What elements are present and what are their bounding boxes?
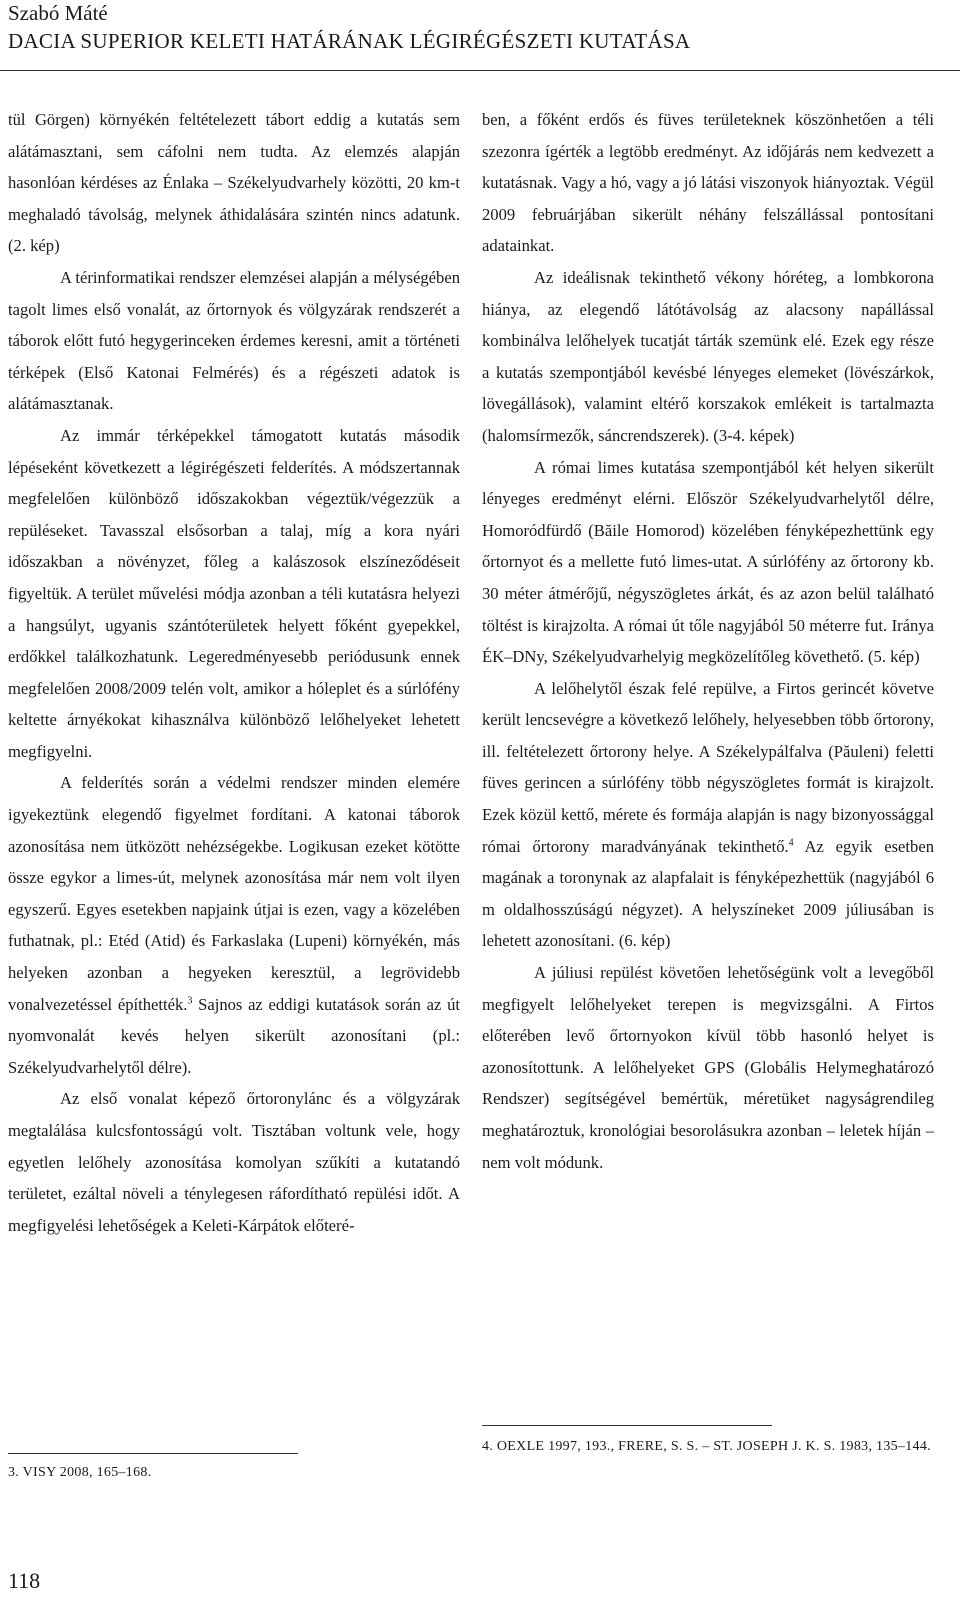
right-paragraph-4-text-a: A lelőhelytől észak felé repülve, a Firtos gerincét követve került lencsevégre a következő lelőhely, helyesebben több őrtorony, ill. feltételezett őrtorony helye. A Székelypálfalva (Păuleni) feletti füves gerincen a súrlófény több négyszögletes formát is kirajzolt. Ezek közül kettő, mérete és formája alapján is nagy bizonyossággal római őrtorony maradványának tekinthető.	[482, 678, 934, 856]
right-column	[482, 104, 934, 1178]
left-paragraph-4-text-b: Sajnos az eddigi kutatások során az út nyomvonalát kevés helyen sikerült azonosítani (pl.: Székelyudvarhelytől délre).	[8, 994, 460, 1077]
left-footnote: 3. VISY 2008, 165–168.	[8, 1465, 152, 1480]
left-paragraph-4-text-a: A felderítés során a védelmi rendszer minden elemére igyekeztünk elegendő figyelmet fordítani. A katonai táborok azonosítása nem ütközött nehézségekbe. Logikusan ezeket kötötte össze egykor a limes-út, melynek azonosítása már nem volt ilyen egyszerű. Egyes esetekben napjaink útjai is ezen, vagy a közelében futhatnak, pl.: Etéd (Atid) és Farkaslaka (Lupeni) környékén, más helyeken azonban a hegyeken keresztül, a legrövidebb vonalvezetéssel építhették.	[8, 773, 460, 1014]
header-author: Szabó Máté	[8, 1, 108, 25]
right-footnote: 4. OEXLE 1997, 193., FRERE, S. S. – ST. JOSEPH J. K. S. 1983, 135–144.	[482, 1439, 931, 1454]
header-title: DACIA SUPERIOR KELETI HATÁRÁNAK LÉGIRÉGÉSZETI KUTATÁSA	[8, 29, 691, 53]
right-paragraph-3: A római limes kutatása szempontjából két helyen sikerült lényeges eredményt elérni. Először Székelyudvarhelytől délre, Homoródfürdő (Băile Homorod) közelében fényképezhettünk egy őrtornyot és a mellette futó limes-utat. A súrlófény az őrtorony kb. 30 méter átmérőjű, négyszögletes árkát, és az azon belül található töltést is kirajzolta. A római út tőle nagyjából 50 méterre fut. Iránya ÉK–DNy, Székelyudvarhelyig megközelítőleg követhető. (5. kép)	[482, 457, 934, 667]
header-rule	[0, 70, 960, 71]
left-paragraph-3: Az immár térképekkel támogatott kutatás második lépéseként következett a légirégészeti felderítés. A módszertannak megfelelően különböző időszakokban végeztük/végezzük a repüléseket. Tavasszal elsősorban a talaj, míg a kora nyári időszakban a növényzet, főleg a kalászosok elszíneződéseit figyeltük. A terület művelési módja azonban a téli kutatásra helyezi a hangsúlyt, ugyanis szántóterületek helyett főként gyepekkel, erdőkkel találkozhatunk. Legeredményesebb periódusunk ennek megfelelően 2008/2009 telén volt, amikor a hóleplet és a súrlófény keltette árnyékokat kihasználva különböző lelőhelyeket lehetett megfigyelni.	[8, 425, 460, 761]
left-paragraph-1: tül Görgen) környékén feltételezett tábort eddig a kutatás sem alátámasztani, sem cáfolni nem tudta. Az elemzés alapján hasonlóan kérdéses az Énlaka – Székelyudvarhely közötti, 20 km-t meghaladó távolság, melynek áthidalására szintén nincs adatunk. (2. kép)	[8, 110, 460, 256]
left-paragraph-4	[8, 767, 460, 1083]
right-paragraph-4-text-b: Az egyik esetben magának a toronynak az alapfalait is fényképezhettük (nagyjából 6 m oldalhosszúságú négyzet). A helyszíneket 2009 júliusában is lehetett azonosítani. (6. kép)	[482, 836, 934, 951]
right-paragraph-2: Az ideálisnak tekinthető vékony hóréteg, a lombkorona hiánya, az elegendő látótávolság az alacsony napállással kombinálva lelőhelyek tucatját tárták szemünk elé. Ezek egy része a kutatás szempontjából kevésbé lényeges elemeket (lövészárkok, lövegállások), valamint eltérő korszakok emlékeit is tartalmazta (halomsírmezők, sáncrendszerek). (3-4. képek)	[482, 267, 934, 445]
right-footnote-rule	[482, 1425, 772, 1426]
running-header	[8, 0, 690, 54]
page-number: 118	[8, 1568, 41, 1593]
footnote-ref-4[interactable]: 4	[788, 837, 794, 849]
right-paragraph-1: ben, a főként erdős és füves területeknek köszönhetően a téli szezonra ígérték a legtöbb eredményt. Az időjárás nem kedvezett a kutatásnak. Vagy a hó, vagy a jó látási viszonyok hiányoztak. Végül 2009 februárjában sikerült néhány felszállással pontosítani adatainkat.	[482, 110, 934, 256]
left-footnote-rule	[8, 1453, 298, 1454]
left-column	[8, 104, 460, 1241]
right-paragraph-4	[482, 673, 934, 957]
right-paragraph-5: A júliusi repülést követően lehetőségünk volt a levegőből megfigyelt lelőhelyeket terepen is megvizsgálni. A Firtos előterében levő őrtornyokon kívül több hasonló helyet is azonosítottunk. A lelőhelyeket GPS (Globális Helymeghatározó Rendszer) segítségével bemértük, méretüket nagyságrendileg meghatároztuk, kronológiai besorolásukra azonban – leletek híján – nem volt módunk.	[482, 963, 934, 1172]
footnote-ref-3[interactable]: 3	[187, 995, 193, 1007]
left-paragraph-2: A térinformatikai rendszer elemzései alapján a mélységében tagolt limes első vonalát, az őrtornyok és völgyzárak rendszerét a táborok előtt futó hegygerinceken érdemes keresni, amit a történeti térképek (Első Katonai Felmérés) és a régészeti adatok is alátámasztanak.	[8, 267, 460, 414]
left-paragraph-5: Az első vonalat képező őrtoronylánc és a völgyzárak megtalálása kulcsfontosságú volt. Tisztában voltunk vele, hogy egyetlen lelőhely azonosítása komolyan szűkíti a kutatandó területet, ezáltal növeli a ténylegesen ráfordítható repülési időt. A megfigyelési lehetőségek a Keleti-Kárpátok előteré-	[8, 1089, 460, 1235]
